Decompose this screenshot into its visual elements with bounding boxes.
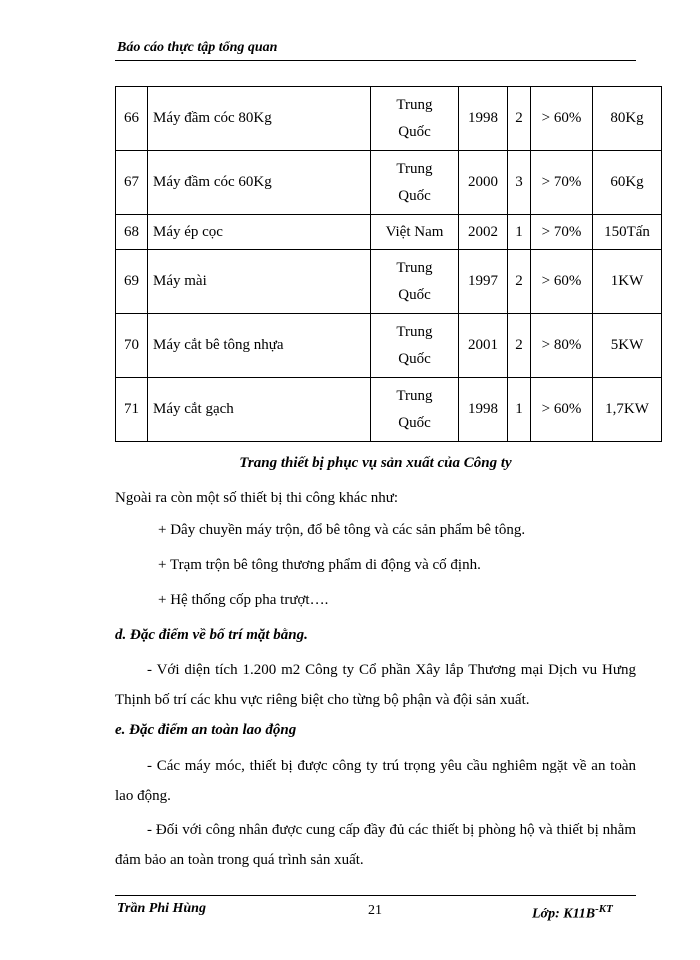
section-e-paragraph-1: - Các máy móc, thiết bị được công ty trú trọng yêu cầu nghiêm ngặt về an toàn lao động. [115, 758, 636, 804]
origin-line-1: Việt Nam [385, 223, 444, 240]
capacity-cell: 60Kg [593, 151, 662, 215]
origin-line-1: Trung [396, 387, 433, 404]
equipment-name-cell: Máy cắt bê tông nhựa [148, 314, 371, 378]
section-d-heading: d. Đặc điểm về bố trí mặt bằng. [115, 627, 308, 643]
header-rule [115, 60, 636, 61]
year-cell: 1997 [459, 250, 508, 314]
condition-rate-cell: > 70% [531, 151, 593, 215]
footer-class-suffix: -KT [595, 903, 613, 915]
intro-paragraph: Ngoài ra còn một số thiết bị thi công khác như: [115, 490, 399, 506]
origin-cell [371, 250, 459, 314]
section-e-heading: e. Đặc điểm an toàn lao động [115, 722, 297, 738]
quantity-cell: 2 [508, 314, 531, 378]
row-number-cell: 66 [116, 87, 148, 151]
origin-line-1: Trung [396, 323, 433, 340]
capacity-cell: 5KW [593, 314, 662, 378]
capacity-cell: 80Kg [593, 87, 662, 151]
origin-cell [371, 151, 459, 215]
list-item: + Trạm trộn bê tông thương phẩm di động và cố định. [158, 557, 481, 573]
condition-rate-cell: > 60% [531, 250, 593, 314]
capacity-cell: 1,7KW [593, 378, 662, 442]
origin-line-2: Quốc [398, 123, 431, 140]
footer-class [532, 903, 613, 923]
table-row [116, 378, 662, 442]
year-cell: 1998 [459, 87, 508, 151]
origin-cell [371, 87, 459, 151]
table-row [116, 314, 662, 378]
year-cell: 1998 [459, 378, 508, 442]
list-item: + Dây chuyền máy trộn, đổ bê tông và các sản phẩm bê tông. [158, 522, 526, 538]
table-row [116, 87, 662, 151]
quantity-cell: 2 [508, 250, 531, 314]
list-item: + Hệ thống cốp pha trượt…. [158, 592, 329, 608]
condition-rate-cell: > 60% [531, 87, 593, 151]
quantity-cell: 2 [508, 87, 531, 151]
origin-cell [371, 215, 459, 250]
table-row [116, 215, 662, 250]
origin-cell [371, 378, 459, 442]
section-e-paragraph-2: - Đối với công nhân được cung cấp đầy đủ các thiết bị phòng hộ và thiết bị nhằm đảm bảo an toàn trong quá trình sản xuất. [115, 822, 636, 868]
quantity-cell: 3 [508, 151, 531, 215]
header-title: Báo cáo thực tập tổng quan [117, 40, 278, 55]
footer-author: Trần Phi Hùng [117, 901, 206, 916]
capacity-cell: 150Tấn [593, 215, 662, 250]
origin-line-2: Quốc [398, 350, 431, 367]
year-cell: 2000 [459, 151, 508, 215]
origin-line-1: Trung [396, 160, 433, 177]
equipment-name-cell: Máy đầm cóc 80Kg [148, 87, 371, 151]
footer-class-label: Lớp: K11B [532, 906, 596, 922]
condition-rate-cell: > 70% [531, 215, 593, 250]
equipment-table-body [116, 87, 662, 442]
row-number-cell: 70 [116, 314, 148, 378]
origin-line-1: Trung [396, 96, 433, 113]
equipment-table [115, 86, 662, 442]
quantity-cell: 1 [508, 215, 531, 250]
condition-rate-cell: > 60% [531, 378, 593, 442]
row-number-cell: 71 [116, 378, 148, 442]
page-number: 21 [368, 903, 382, 918]
equipment-name-cell: Máy ép cọc [148, 215, 371, 250]
equipment-name-cell: Máy đầm cóc 60Kg [148, 151, 371, 215]
capacity-cell: 1KW [593, 250, 662, 314]
section-d-paragraph: - Với diện tích 1.200 m2 Công ty Cổ phần Xây lắp Thương mại Dịch vu Hưng Thịnh bố trí các khu vực riêng biệt cho từng bộ phận và đội sản xuất. [115, 662, 636, 708]
origin-line-2: Quốc [398, 187, 431, 204]
table-caption: Trang thiết bị phục vụ sản xuất của Công ty [239, 455, 512, 471]
year-cell: 2002 [459, 215, 508, 250]
quantity-cell: 1 [508, 378, 531, 442]
condition-rate-cell: > 80% [531, 314, 593, 378]
row-number-cell: 68 [116, 215, 148, 250]
equipment-name-cell: Máy mài [148, 250, 371, 314]
year-cell: 2001 [459, 314, 508, 378]
origin-line-2: Quốc [398, 286, 431, 303]
equipment-name-cell: Máy cắt gạch [148, 378, 371, 442]
table-row [116, 151, 662, 215]
row-number-cell: 69 [116, 250, 148, 314]
origin-line-2: Quốc [398, 414, 431, 431]
footer-rule [115, 895, 636, 896]
origin-line-1: Trung [396, 259, 433, 276]
origin-cell [371, 314, 459, 378]
row-number-cell: 67 [116, 151, 148, 215]
table-row [116, 250, 662, 314]
